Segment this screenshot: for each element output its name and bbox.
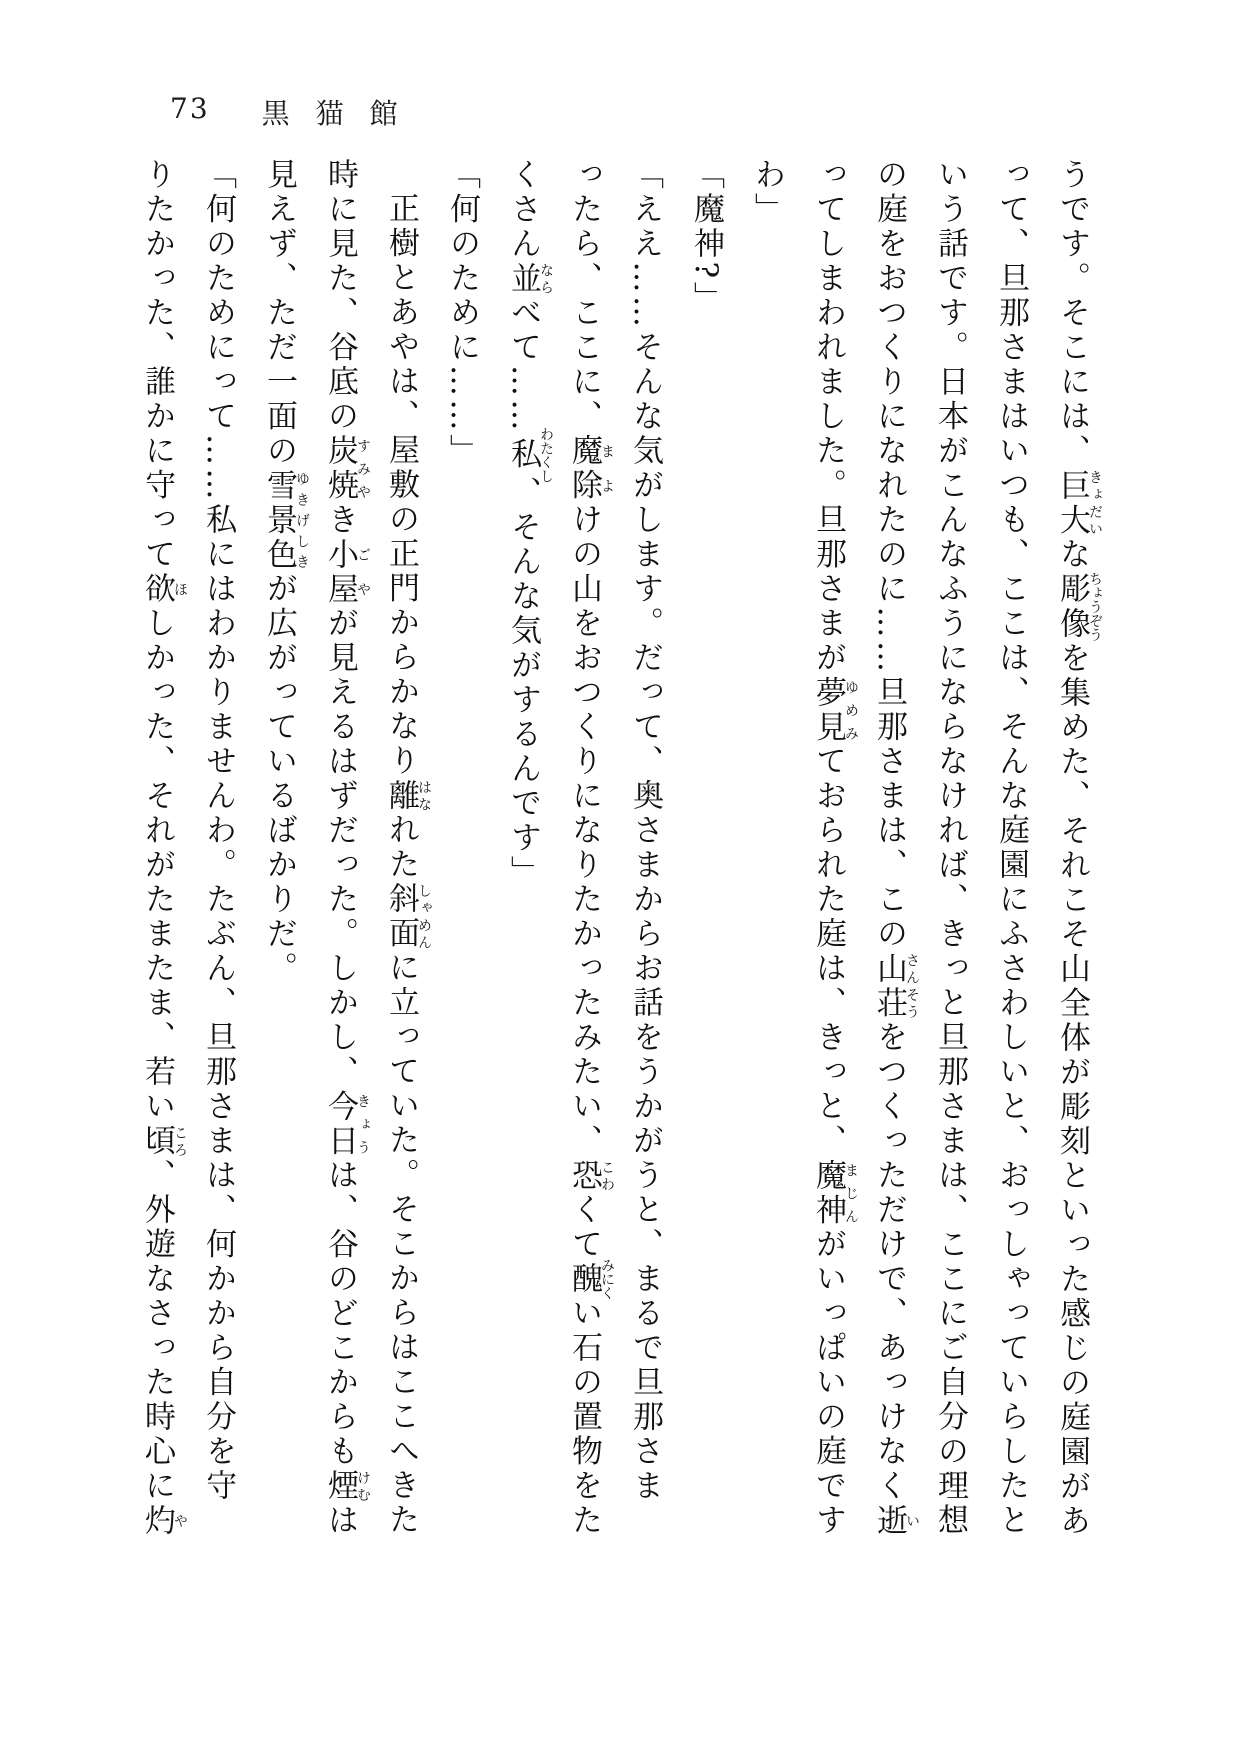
ruby-annotated-word: 恐こわ xyxy=(566,1158,615,1193)
text-block xyxy=(126,158,1102,1540)
ruby-annotated-word: 欲ほ xyxy=(139,572,188,607)
text-column-8: 「ええ……そんな気がします。だって、奥さまからお話をうかがうと、まるで旦那さま xyxy=(627,158,663,1504)
text-column-1: うです。そこには、巨大きょだいな彫像ちょうぞうを集めた、それこそ山全体が彫刻といった感じの庭園があ xyxy=(1054,158,1103,1539)
text-column-16: りたかった、誰かに守って欲ほしかった、それがたまたま、若い頃ころ、外遊なさった時心に灼や xyxy=(139,158,188,1538)
ruby-annotated-word: 斜面しゃめん xyxy=(383,882,432,951)
text-column-5: ってしまわれました。旦那さまが夢見ゆめみておられた庭は、きっと、魔神まじんがいっぱいの庭です xyxy=(810,158,859,1538)
text-column-12: 正樹とあやは、屋敷の正門からかなり離はなれた斜面しゃめんに立っていた。そこからはここへきた xyxy=(383,192,432,1538)
ruby-annotated-word: 離はな xyxy=(383,778,432,813)
ruby-annotated-word: 炭焼すみや xyxy=(322,434,371,503)
text-column-2: って、旦那さまはいつも、ここは、そんな庭園にふさわしいと、おっしゃっていらしたと xyxy=(993,158,1029,1538)
ruby-annotated-word: 逝い xyxy=(871,1503,920,1538)
ruby-annotated-word: 雪景色ゆきげしき xyxy=(261,468,310,572)
running-header xyxy=(170,92,424,132)
text-column-14: 見えず、ただ一面の雪景色ゆきげしきが広がっているばかりだ。 xyxy=(261,158,310,986)
ruby-annotated-word: 魔除まよ xyxy=(566,434,615,503)
text-column-6: わ」 xyxy=(749,158,785,227)
ruby-annotated-word: 山荘さんそう xyxy=(871,951,920,1021)
ruby-annotated-word: 夢見ゆめみ xyxy=(810,675,859,745)
running-title: 黒猫館 xyxy=(261,97,424,130)
text-column-11: 「何のために……」 xyxy=(444,158,480,469)
ruby-annotated-word: 彫像ちょうぞう xyxy=(1054,571,1103,642)
ruby-annotated-word: 私わたくし xyxy=(505,427,554,483)
text-column-9: ったら、ここに、魔除まよけの山をおつくりになりたかったみたい、恐こわくて醜みにくい石の置物をた xyxy=(566,158,615,1538)
ruby-annotated-word: 今日きょう xyxy=(322,1089,371,1159)
text-column-3: いう話です。日本がこんなふうにならなければ、きっと旦那さまは、ここにご自分の理想 xyxy=(932,158,968,1538)
text-column-10: くさん並ならべて……私わたくし、そんな気がするんです」 xyxy=(505,158,554,890)
ruby-annotated-word: 煙けむ xyxy=(322,1469,371,1504)
ruby-annotated-word: 灼や xyxy=(139,1503,188,1538)
ruby-annotated-word: 頃ころ xyxy=(139,1124,188,1159)
ruby-annotated-word: 巨大きょだい xyxy=(1054,468,1103,538)
ruby-annotated-word: 魔神まじん xyxy=(810,1158,859,1228)
ruby-annotated-word: 醜みにく xyxy=(566,1258,615,1301)
text-column-4: の庭をおつくりになれたのに……旦那さまは、この山荘さんそうをつくっただけで、あっけなく逝い xyxy=(871,158,920,1538)
ruby-annotated-word: 並なら xyxy=(505,261,554,296)
text-column-15: 「何のためにって……私にはわかりませんわ。たぶん、旦那さまは、何かから自分を守 xyxy=(200,158,236,1504)
text-column-13: 時に見た、谷底の炭焼すみやき小屋ごやが見えるはずだった。しかし、今日きょうは、谷のどこからも煙けむは xyxy=(322,158,371,1538)
ruby-annotated-word: 小屋ごや xyxy=(322,537,371,607)
text-column-7: 「魔神?」 xyxy=(688,158,724,317)
page-number: 73 xyxy=(170,92,210,125)
